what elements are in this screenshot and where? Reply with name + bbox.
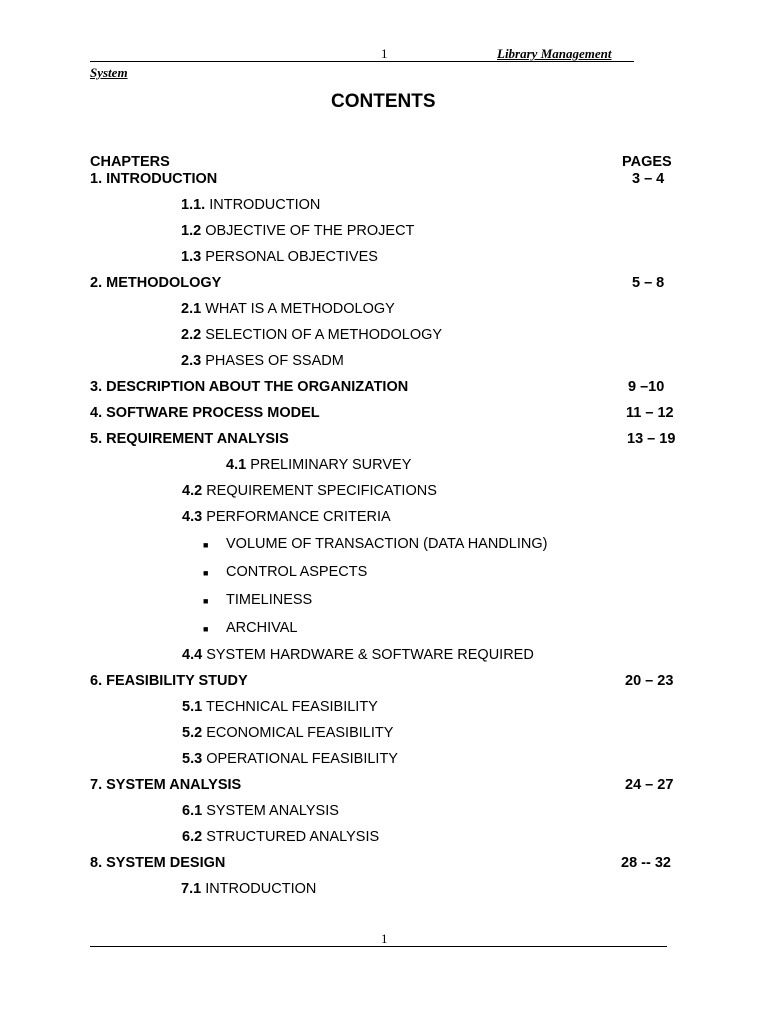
chapter-pages: 5 – 8 (632, 275, 665, 291)
section-entry (181, 353, 344, 369)
chapters-column-header: CHAPTERS (90, 154, 170, 170)
chapter-title: 6. FEASIBILITY STUDY (90, 673, 248, 689)
chapter-title: 3. DESCRIPTION ABOUT THE ORGANIZATION (90, 379, 409, 395)
bullet-marker: ■ (203, 540, 209, 550)
chapter-pages: 13 – 19 (627, 431, 676, 447)
section-entry (182, 483, 437, 499)
section-entry (182, 647, 534, 663)
section-title: PERSONAL OBJECTIVES (205, 249, 378, 265)
section-title: SELECTION OF A METHODOLOGY (205, 327, 443, 343)
section-entry (181, 249, 378, 265)
section-number: 6.2 (182, 829, 203, 845)
bullet-marker: ■ (203, 596, 209, 606)
section-entry (181, 301, 395, 317)
section-number: 1.1. (181, 197, 206, 213)
section-number: 4.2 (182, 483, 203, 499)
header-doc-title-continued: System (90, 65, 128, 80)
section-title: REQUIREMENT SPECIFICATIONS (206, 483, 437, 499)
section-entry (181, 197, 320, 213)
section-number: 5.1 (182, 699, 203, 715)
chapter-pages: 28 -- 32 (621, 855, 671, 871)
chapter-pages: 9 –10 (628, 379, 665, 395)
chapter-title: 5. REQUIREMENT ANALYSIS (90, 431, 289, 447)
section-title: OBJECTIVE OF THE PROJECT (205, 223, 415, 239)
section-number: 4.1 (226, 457, 247, 473)
bullet-marker: ■ (203, 568, 209, 578)
bullet-marker: ■ (203, 624, 209, 634)
section-entry (181, 327, 442, 343)
section-number: 6.1 (182, 803, 203, 819)
footer-rule (90, 946, 667, 947)
section-number: 2.3 (181, 353, 202, 369)
bullet-item: ARCHIVAL (226, 620, 298, 636)
chapter-pages: 24 – 27 (625, 777, 674, 793)
section-title: PRELIMINARY SURVEY (250, 457, 412, 473)
section-number: 4.3 (182, 509, 203, 525)
section-entry (181, 223, 414, 239)
chapter-title: 1. INTRODUCTION (90, 171, 218, 187)
section-title: STRUCTURED ANALYSIS (206, 829, 380, 845)
section-entry (226, 457, 411, 473)
bullet-item: TIMELINESS (226, 592, 313, 608)
section-number: 1.2 (181, 223, 202, 239)
page-title: CONTENTS (331, 91, 436, 112)
chapter-pages: 20 – 23 (625, 673, 674, 689)
section-number: 4.4 (182, 647, 203, 663)
bullet-item: VOLUME OF TRANSACTION (DATA HANDLING) (226, 536, 548, 552)
section-title: WHAT IS A METHODOLOGY (205, 301, 395, 317)
section-number: 2.2 (181, 327, 202, 343)
section-title: OPERATIONAL FEASIBILITY (206, 751, 398, 767)
header-page-number: 1 (381, 46, 388, 61)
section-title: PERFORMANCE CRITERIA (206, 509, 391, 525)
section-title: INTRODUCTION (205, 881, 317, 897)
header-doc-title: Library Management (497, 46, 612, 61)
section-entry (182, 699, 378, 715)
section-entry (182, 751, 398, 767)
footer-page-number: 1 (381, 931, 388, 946)
section-number: 1.3 (181, 249, 202, 265)
section-entry (181, 881, 316, 897)
pages-column-header: PAGES (622, 154, 672, 170)
section-title: TECHNICAL FEASIBILITY (205, 699, 378, 715)
section-number: 5.2 (182, 725, 203, 741)
bullet-item: CONTROL ASPECTS (226, 564, 368, 580)
section-number: 5.3 (182, 751, 203, 767)
section-entry (182, 725, 393, 741)
chapter-title: 8. SYSTEM DESIGN (90, 855, 226, 871)
section-title: SYSTEM ANALYSIS (206, 803, 339, 819)
section-title: PHASES OF SSADM (205, 353, 344, 369)
chapter-pages: 3 – 4 (632, 171, 665, 187)
section-title: INTRODUCTION (209, 197, 321, 213)
chapter-pages: 11 – 12 (626, 405, 674, 421)
section-number: 7.1 (181, 881, 202, 897)
section-entry (182, 829, 379, 845)
section-entry (182, 803, 339, 819)
section-number: 2.1 (181, 301, 202, 317)
section-entry (182, 509, 391, 525)
chapter-title: 7. SYSTEM ANALYSIS (90, 777, 242, 793)
section-title: ECONOMICAL FEASIBILITY (206, 725, 394, 741)
chapter-title: 4. SOFTWARE PROCESS MODEL (90, 405, 320, 421)
chapter-title: 2. METHODOLOGY (90, 275, 222, 291)
section-title: SYSTEM HARDWARE & SOFTWARE REQUIRED (206, 647, 534, 663)
